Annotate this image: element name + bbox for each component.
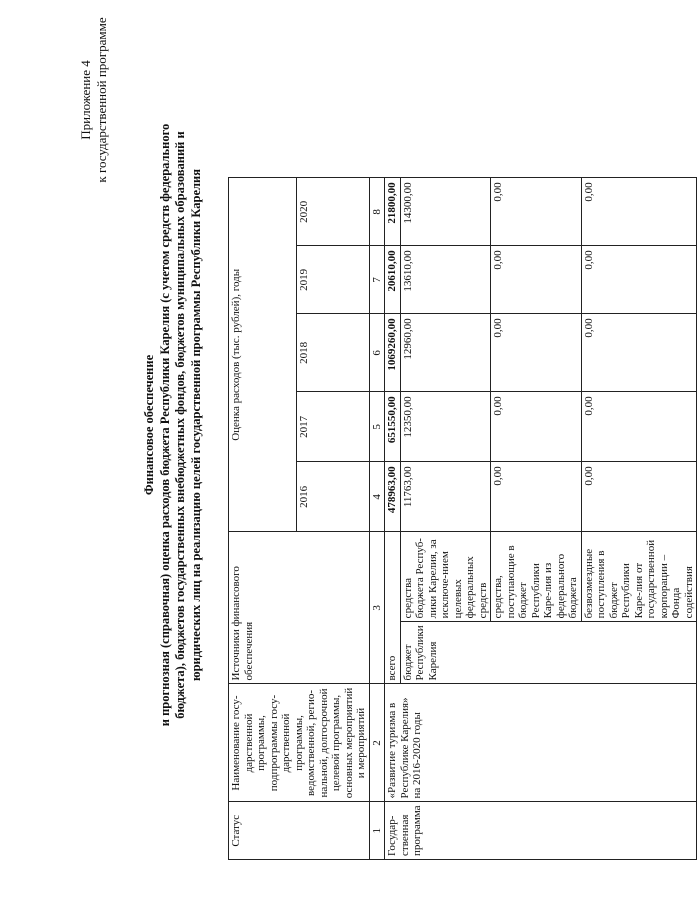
total-label: всего — [385, 532, 401, 684]
index-cell: 6 — [369, 314, 385, 392]
source-cell: средства, поступающие в бюджет Республики Каре-лия из федерального бюджета — [491, 532, 582, 622]
index-cell: 1 — [369, 802, 385, 860]
year-2018: 2018 — [296, 314, 369, 392]
value-cell: 0,00 — [581, 314, 697, 392]
appendix-note — [78, 15, 110, 185]
appendix-line-2: к государственной программе — [94, 17, 109, 183]
index-cell: 5 — [369, 392, 385, 462]
title-line-1: Финансовое обеспечение — [142, 354, 156, 496]
value-cell: 0,00 — [491, 462, 582, 532]
title-line-3: бюджета), бюджетов государственных внебюджетных фондов, бюджетов муниципальных образований и — [173, 131, 187, 719]
header-status: Статус — [229, 802, 370, 860]
status-cell: Государ-ственная программа — [385, 802, 697, 860]
value-cell: 478963,00 — [385, 462, 401, 532]
header-estimate: Оценка расходов (тыс. рублей), годы — [229, 178, 297, 532]
value-cell: 21800,00 — [385, 178, 401, 246]
value-cell: 0,00 — [491, 392, 582, 462]
value-cell: 11763,00 — [400, 462, 491, 532]
document-title — [142, 65, 204, 785]
year-2016: 2016 — [296, 462, 369, 532]
index-row — [369, 178, 385, 860]
value-cell: 1069260,00 — [385, 314, 401, 392]
value-cell: 0,00 — [581, 462, 697, 532]
value-cell: 14300,00 — [400, 178, 491, 246]
value-cell: 0,00 — [581, 178, 697, 246]
title-line-4: юридических лиц на реализацию целей государственной программы Республики Карелия — [188, 169, 203, 681]
header-sources: Источники финансового обеспечения — [229, 532, 370, 684]
value-cell: 0,00 — [491, 246, 582, 314]
value-cell: 0,00 — [491, 314, 582, 392]
index-cell: 7 — [369, 246, 385, 314]
header-name: Наименование госу-дарственной программы, подпрограммы госу-дарственной программы, ведомственной, регио-нальной, долгосрочной целевой программы, основных мероприятий и мероприятий — [229, 684, 370, 802]
header-row — [229, 178, 297, 860]
value-cell: 0,00 — [581, 392, 697, 462]
index-cell: 3 — [369, 532, 385, 684]
title-line-2: и прогнозная (справочная) оценка расходов бюджета Республики Карелия (с учетом средств федерального — [157, 123, 172, 727]
value-cell: 13610,00 — [400, 246, 491, 314]
index-cell: 8 — [369, 178, 385, 246]
value-cell: 20610,00 — [385, 246, 401, 314]
source-cell: безвозмездные поступления в бюджет Республики Каре-лия от государственной корпорации – Фонда содействия — [581, 532, 697, 622]
value-cell: 651550,00 — [385, 392, 401, 462]
appendix-line-1: Приложение 4 — [78, 60, 93, 140]
program-name-cell: «Развитие туризма в Республике Карелия» на 2016-2020 годы — [385, 684, 697, 802]
value-cell: 0,00 — [581, 246, 697, 314]
value-cell: 12350,00 — [400, 392, 491, 462]
value-cell: 12960,00 — [400, 314, 491, 392]
year-2019: 2019 — [296, 246, 369, 314]
value-cell: 0,00 — [491, 178, 582, 246]
table-row-total — [385, 178, 401, 860]
source-cell: средства бюджета Респуб-лики Карелия, за исключе-нием целевых федеральных средств — [400, 532, 491, 622]
budget-label: бюджет Республики Карелия — [400, 622, 697, 684]
year-2017: 2017 — [296, 392, 369, 462]
financing-table — [228, 177, 697, 860]
index-cell: 2 — [369, 684, 385, 802]
index-cell: 4 — [369, 462, 385, 532]
year-2020: 2020 — [296, 178, 369, 246]
